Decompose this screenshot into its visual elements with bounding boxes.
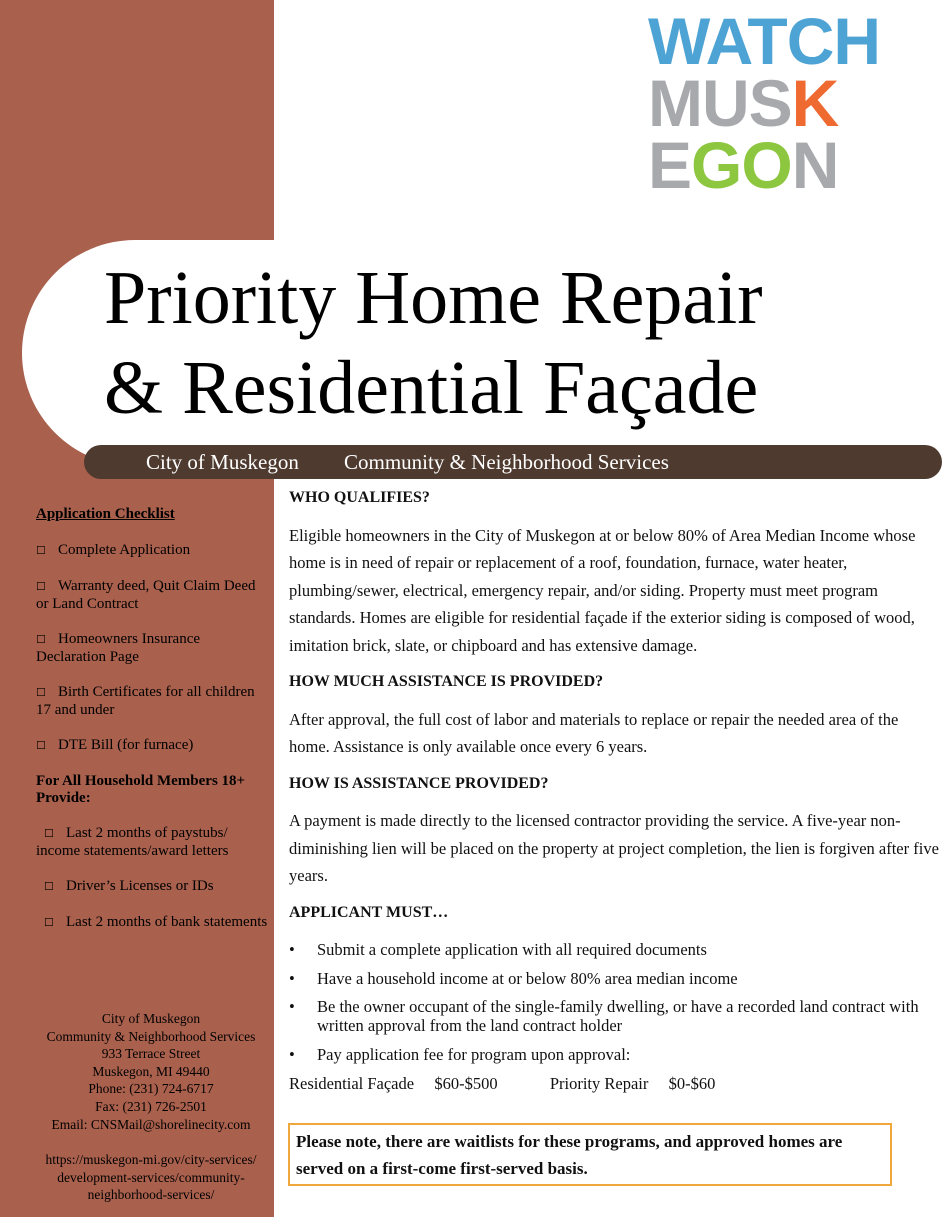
requirements-list bbox=[289, 940, 939, 1064]
contact-url[interactable]: https://muskegon-mi.gov/city-services/ development-services/community- neighborhood-services/ bbox=[45, 1152, 257, 1203]
contact-city: Muskegon, MI 49440 bbox=[92, 1063, 210, 1079]
department-band bbox=[84, 445, 942, 479]
checkbox-icon: ☐ bbox=[36, 581, 46, 593]
band-department: Community & Neighborhood Services bbox=[344, 450, 669, 474]
contact-name: City of Muskegon bbox=[101, 1011, 201, 1026]
checkbox-icon: ☐ bbox=[36, 634, 46, 646]
checklist-item: ☐ Warranty deed, Quit Claim Deed or Land Contract bbox=[36, 578, 256, 612]
checkbox-icon: ☐ bbox=[36, 687, 46, 699]
checkbox-icon: ☐ bbox=[44, 917, 54, 929]
fee-line bbox=[289, 1073, 939, 1095]
text-assistance-provided: A payment is made directly to the licensed contractor providing the service. A five-year non-diminishing lien will be placed on the property at project completion, the lien is forgiven after five years. bbox=[289, 811, 939, 885]
checkbox-icon: ☐ bbox=[44, 881, 54, 893]
fee-residential-value: $60-$500 bbox=[434, 1074, 498, 1093]
main-content bbox=[289, 484, 939, 1095]
checklist-heading: Application Checklist bbox=[36, 506, 175, 522]
fee-priority-value: $0-$60 bbox=[668, 1074, 716, 1093]
fee-priority-label: Priority Repair bbox=[549, 1074, 649, 1093]
text-who-qualifies: Eligible homeowners in the City of Muskegon at or below 80% of Area Median Income whose home is in need of repair or replacement of a roof, foundation, furnace, water heater, plumbing/sewer, electrical, emergency repair, and/or siding. Property must meet program standards. Homes are eligible for residential façade if the exterior siding is composed of wood, imitation brick, slate, or chipboard and has extensive damage. bbox=[289, 525, 916, 655]
page-title bbox=[104, 253, 763, 433]
heading-applicant-must: APPLICANT MUST… bbox=[289, 903, 449, 921]
contact-phone: Phone: (231) 724-6717 bbox=[88, 1081, 214, 1097]
watch-muskegon-logo bbox=[648, 4, 908, 203]
heading-assistance-amount: HOW MUCH ASSISTANCE IS PROVIDED? bbox=[289, 673, 604, 690]
checklist-item: ☐ Birth Certificates for all children 17 and under bbox=[36, 684, 255, 718]
list-item: • Be the owner occupant of the single-family dwelling, or have a recorded land contract with written approval from the land contract holder bbox=[289, 997, 939, 1035]
heading-assistance-provided: HOW IS ASSISTANCE PROVIDED? bbox=[289, 774, 549, 792]
checklist-item: ☐ DTE Bill (for furnace) bbox=[36, 737, 194, 753]
logo-line-2: MUSK bbox=[648, 66, 839, 141]
heading-who-qualifies: WHO QUALIFIES? bbox=[289, 489, 430, 506]
contact-fax: Fax: (231) 726-2501 bbox=[95, 1098, 207, 1114]
checklist-item: ☐ Complete Application bbox=[36, 542, 191, 558]
logo-line-3: EGON bbox=[648, 128, 839, 203]
contact-department: Community & Neighborhood Services bbox=[46, 1028, 256, 1044]
list-item: • Pay application fee for program upon approval: bbox=[289, 1045, 939, 1064]
household-item: ☐ Last 2 months of bank statements bbox=[44, 914, 268, 930]
waitlist-note: Please note, there are waitlists for these programs, and approved homes are served on a first-come first-served basis. bbox=[288, 1123, 892, 1186]
household-item: ☐ Driver’s Licenses or IDs bbox=[44, 878, 214, 894]
title-line-1: Priority Home Repair bbox=[104, 256, 763, 340]
band-city: City of Muskegon bbox=[146, 450, 299, 474]
checkbox-icon: ☐ bbox=[36, 545, 46, 557]
fee-residential-label: Residential Façade bbox=[289, 1074, 415, 1093]
list-item: • Submit a complete application with all required documents bbox=[289, 940, 939, 959]
logo-line-1: WATCH bbox=[648, 4, 881, 78]
application-checklist bbox=[36, 506, 268, 950]
title-line-2: & Residential Façade bbox=[104, 346, 759, 430]
contact-street: 933 Terrace Street bbox=[101, 1046, 201, 1062]
checkbox-icon: ☐ bbox=[36, 740, 46, 752]
contact-email[interactable]: Email: CNSMail@shorelinecity.com bbox=[51, 1116, 251, 1132]
checkbox-icon: ☐ bbox=[44, 828, 54, 840]
household-heading: For All Household Members 18+ Provide: bbox=[36, 773, 246, 806]
text-assistance-amount: After approval, the full cost of labor and materials to replace or repair the needed area of the home. Assistance is only available once every 6 years. bbox=[289, 709, 899, 756]
checklist-item: ☐ Homeowners Insurance Declaration Page bbox=[36, 631, 201, 665]
contact-info bbox=[26, 1010, 276, 1204]
household-item: ☐ Last 2 months of paystubs/ income statements/award letters bbox=[36, 825, 229, 859]
list-item: • Have a household income at or below 80% area median income bbox=[289, 969, 939, 988]
